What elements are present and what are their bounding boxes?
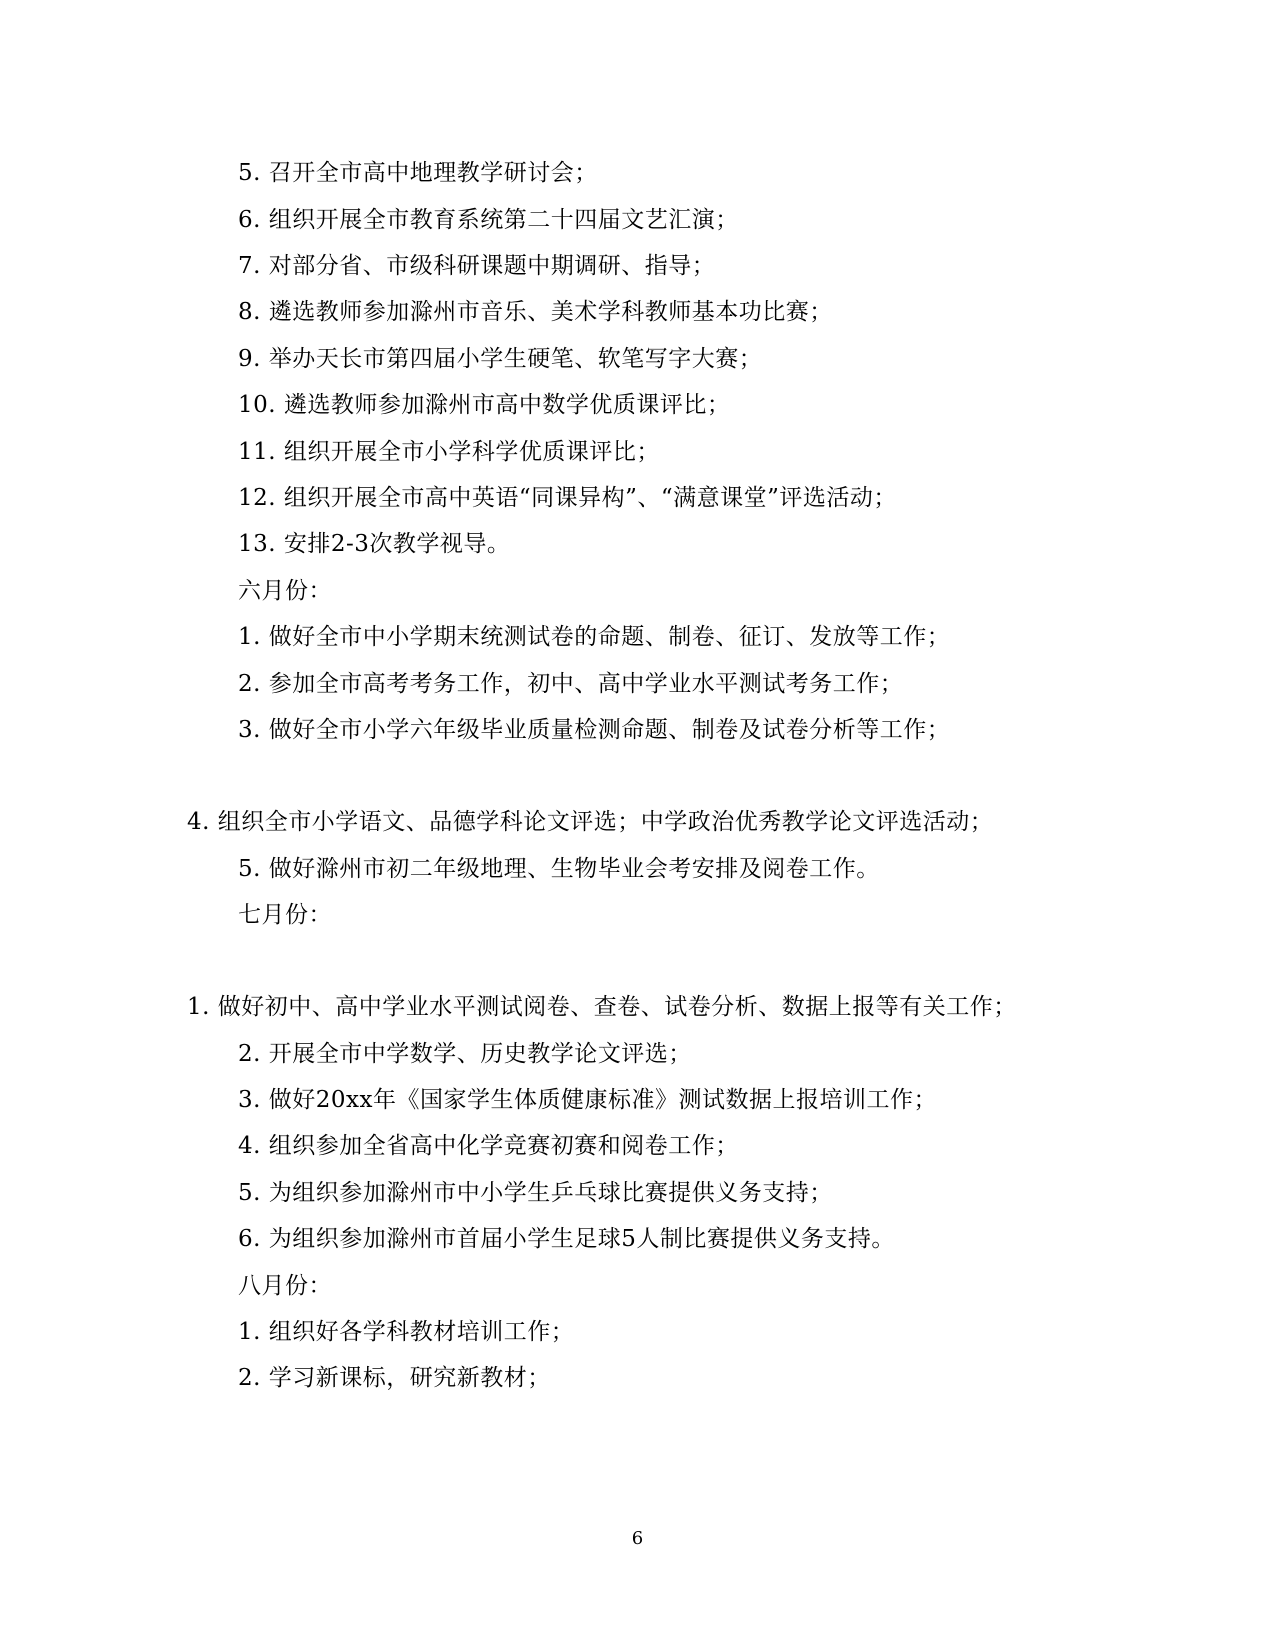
list-item: 6. 为组织参加滁州市首届小学生足球5人制比赛提供义务支持。 <box>238 1226 895 1252</box>
list-item: 4. 组织全市小学语文、品德学科论文评选；中学政治优秀教学论文评选活动； <box>187 809 994 835</box>
list-item: 3. 做好全市小学六年级毕业质量检测命题、制卷及试卷分析等工作； <box>238 717 951 743</box>
list-item: 2. 参加全市高考考务工作，初中、高中学业水平测试考务工作； <box>238 671 904 697</box>
list-item: 13. 安排2-3次教学视导。 <box>238 531 511 557</box>
list-item: 1. 做好全市中小学期末统测试卷的命题、制卷、征订、发放等工作； <box>238 624 951 650</box>
month-heading: 六月份： <box>238 578 332 604</box>
list-item: 6. 组织开展全市教育系统第二十四届文艺汇演； <box>238 207 739 233</box>
list-item: 1. 做好初中、高中学业水平测试阅卷、查卷、试卷分析、数据上报等有关工作； <box>187 994 1017 1020</box>
list-item: 11. 组织开展全市小学科学优质课评比； <box>238 439 660 465</box>
list-item: 2. 开展全市中学数学、历史教学论文评选； <box>238 1041 692 1067</box>
list-item: 5. 为组织参加滁州市中小学生乒乓球比赛提供义务支持； <box>238 1180 833 1206</box>
page-number: 6 <box>631 1528 644 1549</box>
list-item: 7. 对部分省、市级科研课题中期调研、指导； <box>238 253 716 279</box>
list-item: 2. 学习新课标，研究新教材； <box>238 1365 551 1391</box>
month-heading: 七月份： <box>238 902 332 928</box>
list-item: 5. 召开全市高中地理教学研讨会； <box>238 160 598 186</box>
list-item: 8. 遴选教师参加滁州市音乐、美术学科教师基本功比赛； <box>238 299 833 325</box>
list-item: 3. 做好20xx年《国家学生体质健康标准》测试数据上报培训工作； <box>238 1087 937 1113</box>
month-heading: 八月份： <box>238 1273 332 1299</box>
list-item: 1. 组织好各学科教材培训工作； <box>238 1319 575 1345</box>
list-item: 5. 做好滁州市初二年级地理、生物毕业会考安排及阅卷工作。 <box>238 856 880 882</box>
list-item: 12. 组织开展全市高中英语“同课异构”、“满意课堂”评选活动； <box>238 485 897 511</box>
list-item: 9. 举办天长市第四届小学生硬笔、软笔写字大赛； <box>238 346 763 372</box>
list-item: 10. 遴选教师参加滁州市高中数学优质课评比； <box>238 392 731 418</box>
list-item: 4. 组织参加全省高中化学竞赛初赛和阅卷工作； <box>238 1133 739 1159</box>
